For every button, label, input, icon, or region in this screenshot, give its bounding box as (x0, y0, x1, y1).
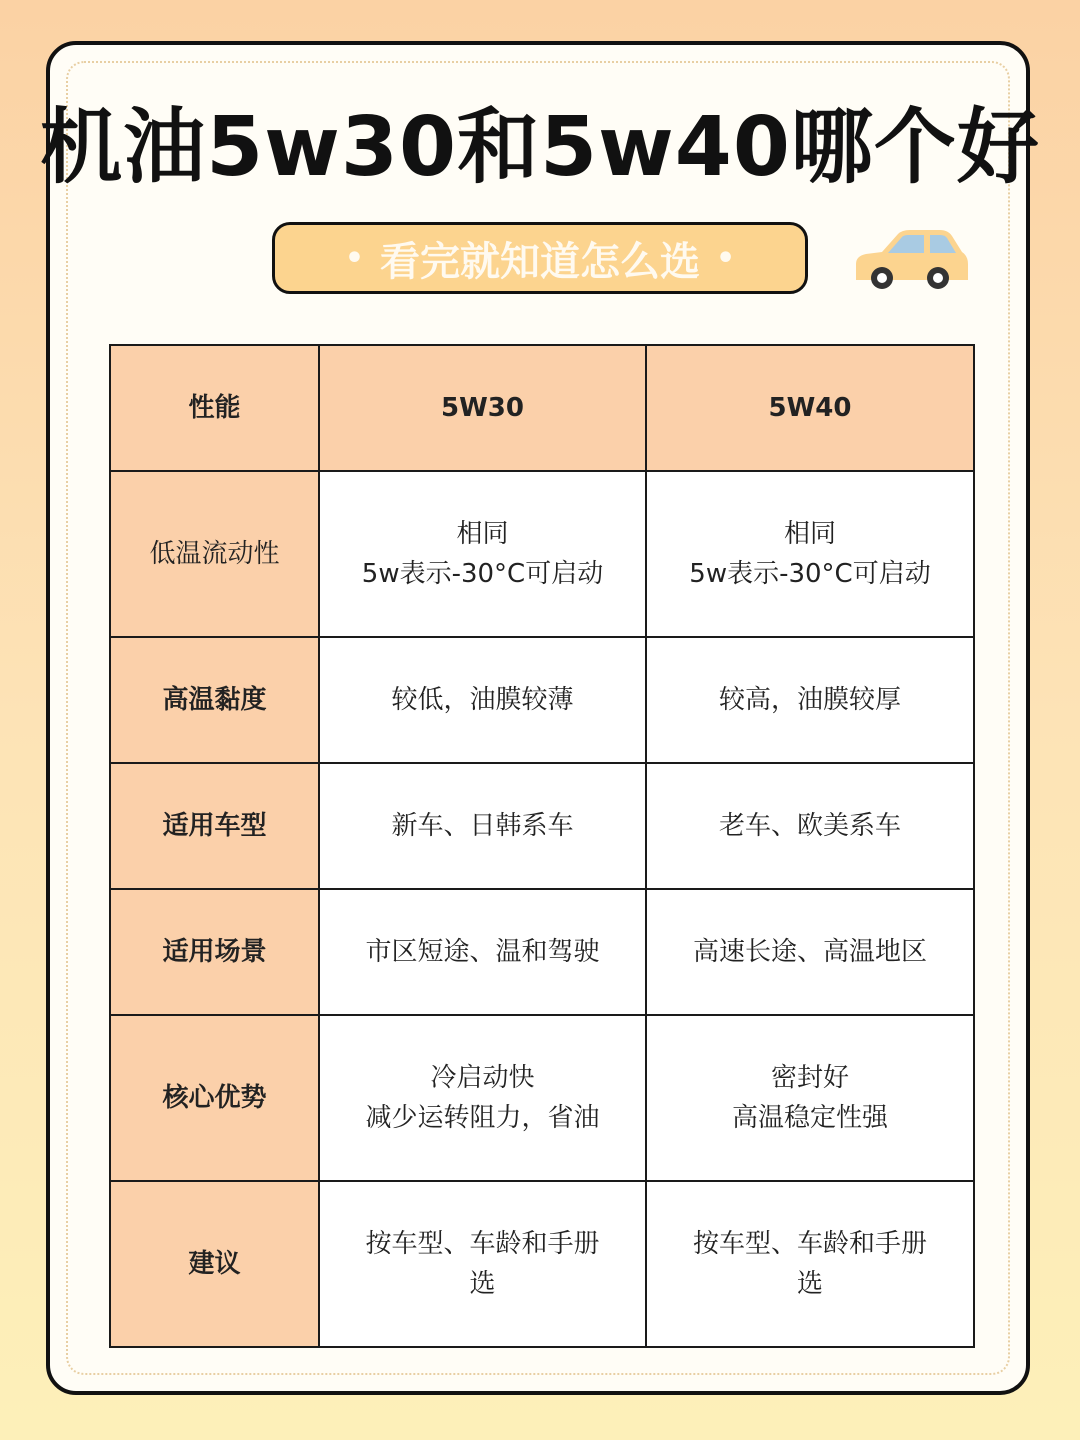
cell-5w40 (646, 637, 974, 763)
cell-5w30 (319, 637, 646, 763)
cell-text-line: 新车、日韩系车 (391, 811, 574, 841)
cell-text-line: 老车、欧美系车 (718, 811, 901, 841)
cell-text-line: 选 (469, 1269, 496, 1299)
feature-cell: 建议 (110, 1181, 319, 1347)
car-icon (848, 222, 972, 294)
subtitle-text: 看完就知道怎么选 (380, 238, 700, 285)
cell-text-line: 相同 (456, 519, 509, 549)
comparison-table (109, 344, 975, 1348)
cell-5w30 (319, 471, 646, 637)
cell-text-line: 按车型、车龄和手册 (692, 1229, 927, 1259)
cell-text-line: 市区短途、温和驾驶 (365, 937, 600, 967)
cell-text-line: 5w表示-30°C可启动 (689, 559, 931, 589)
cell-5w40 (646, 471, 974, 637)
subtitle-banner (272, 222, 808, 294)
cell-text-line: 高温稳定性强 (731, 1103, 888, 1133)
table-row (110, 1181, 974, 1347)
feature-cell: 低温流动性 (110, 471, 319, 637)
cell-5w30 (319, 889, 646, 1015)
cell-5w30 (319, 763, 646, 889)
cell-5w40 (646, 889, 974, 1015)
cell-text-line: 高速长途、高温地区 (692, 937, 927, 967)
feature-cell: 核心优势 (110, 1015, 319, 1181)
cell-5w40 (646, 1015, 974, 1181)
cell-text-line: 密封好 (770, 1063, 849, 1093)
cell-text-line: 选 (796, 1269, 823, 1299)
cell-text-line: 相同 (783, 519, 836, 549)
cell-5w40 (646, 1181, 974, 1347)
subtitle-dot-right: • (716, 240, 736, 276)
feature-cell: 适用场景 (110, 889, 319, 1015)
header-5w40: 5W40 (646, 345, 974, 471)
table-row (110, 889, 974, 1015)
feature-cell: 适用车型 (110, 763, 319, 889)
cell-5w40 (646, 763, 974, 889)
header-row (110, 345, 974, 471)
table-row (110, 471, 974, 637)
cell-text-line: 冷启动快 (430, 1063, 535, 1093)
cell-text-line: 较低，油膜较薄 (391, 685, 574, 715)
cell-text-line: 按车型、车龄和手册 (365, 1229, 600, 1259)
cell-text-line: 5w表示-30°C可启动 (361, 559, 604, 589)
page-title: 机油5w30和5w40哪个好 (40, 100, 1040, 195)
table-row (110, 763, 974, 889)
cell-5w30 (319, 1015, 646, 1181)
feature-cell: 高温黏度 (110, 637, 319, 763)
cell-5w30 (319, 1181, 646, 1347)
header-feature: 性能 (110, 345, 319, 471)
table-row (110, 1015, 974, 1181)
table-row (110, 637, 974, 763)
cell-text-line: 减少运转阻力，省油 (365, 1103, 600, 1133)
header-5w30: 5W30 (319, 345, 646, 471)
subtitle-dot-left: • (344, 240, 364, 276)
cell-text-line: 较高，油膜较厚 (718, 685, 901, 715)
